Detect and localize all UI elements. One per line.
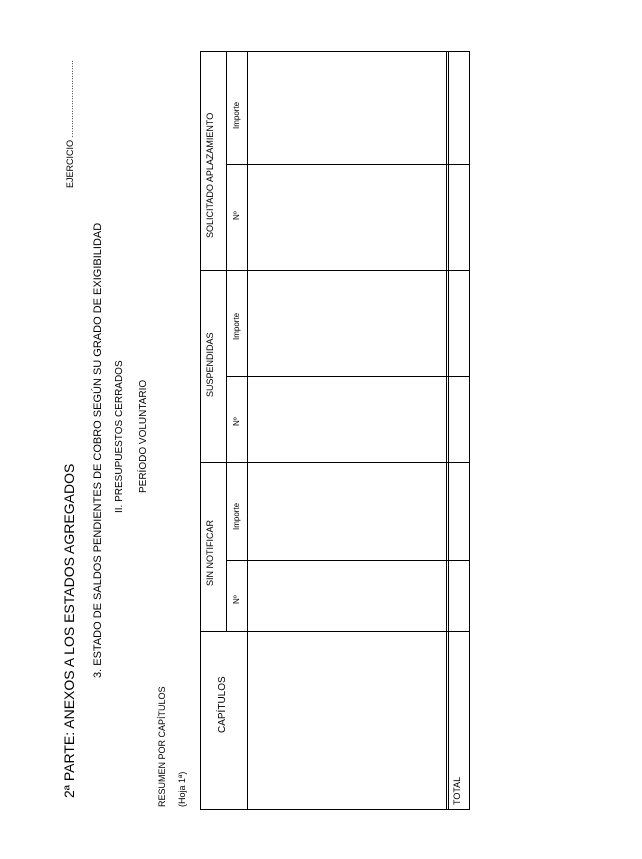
col-header-sin-notificar-importe: Importe [232, 502, 241, 530]
page-title: 2ª PARTE: ANEXOS A LOS ESTADOS AGREGADOS [61, 463, 77, 798]
table-border-left [200, 51, 201, 810]
divider-capitulos [200, 631, 470, 632]
group-header-sin-notificar: SIN NOTIFICAR [205, 519, 215, 586]
col-header-sin-notificar-num: Nº [232, 595, 241, 604]
group-header-suspendidas: SUSPENDIDAS [205, 332, 215, 397]
group-subheader-line [226, 51, 227, 632]
section-title: II. PRESUPUESTOS CERRADOS [114, 360, 125, 513]
ejercicio-label: EJERCICIO [65, 139, 75, 188]
col-header-suspendidas-num: Nº [232, 417, 241, 426]
ejercicio-field [66, 60, 75, 188]
col-header-suspendidas-importe: Importe [232, 312, 241, 340]
table-border-top [200, 51, 470, 52]
period-title: PERÍODO VOLUNTARIO [138, 379, 149, 493]
divider-sin-notificar [200, 462, 470, 463]
divider-sin-notificar-cols [226, 560, 470, 561]
col-header-aplazamiento-num: Nº [232, 211, 241, 220]
group-header-aplazamiento: SOLICITADO APLAZAMIENTO [205, 112, 215, 238]
table-border-bottom [200, 809, 470, 810]
divider-aplazamiento-cols [226, 164, 470, 165]
divider-suspendidas [200, 270, 470, 271]
ejercicio-dots: ............................... [65, 59, 75, 138]
divider-suspendidas-cols [226, 376, 470, 377]
capitulos-header: CAPÍTULOS [217, 676, 228, 733]
total-label: TOTAL [452, 776, 462, 805]
sheet-label: (Hoja 1ª) [177, 771, 187, 807]
col-header-aplazamiento-importe: Importe [232, 101, 241, 129]
summary-label: RESUMEN POR CAPÍTULOS [157, 686, 167, 807]
document-subtitle: 3. ESTADO DE SALDOS PENDIENTES DE COBRO SEGÚN SU GRADO DE EXIGIBILIDAD [92, 222, 104, 678]
